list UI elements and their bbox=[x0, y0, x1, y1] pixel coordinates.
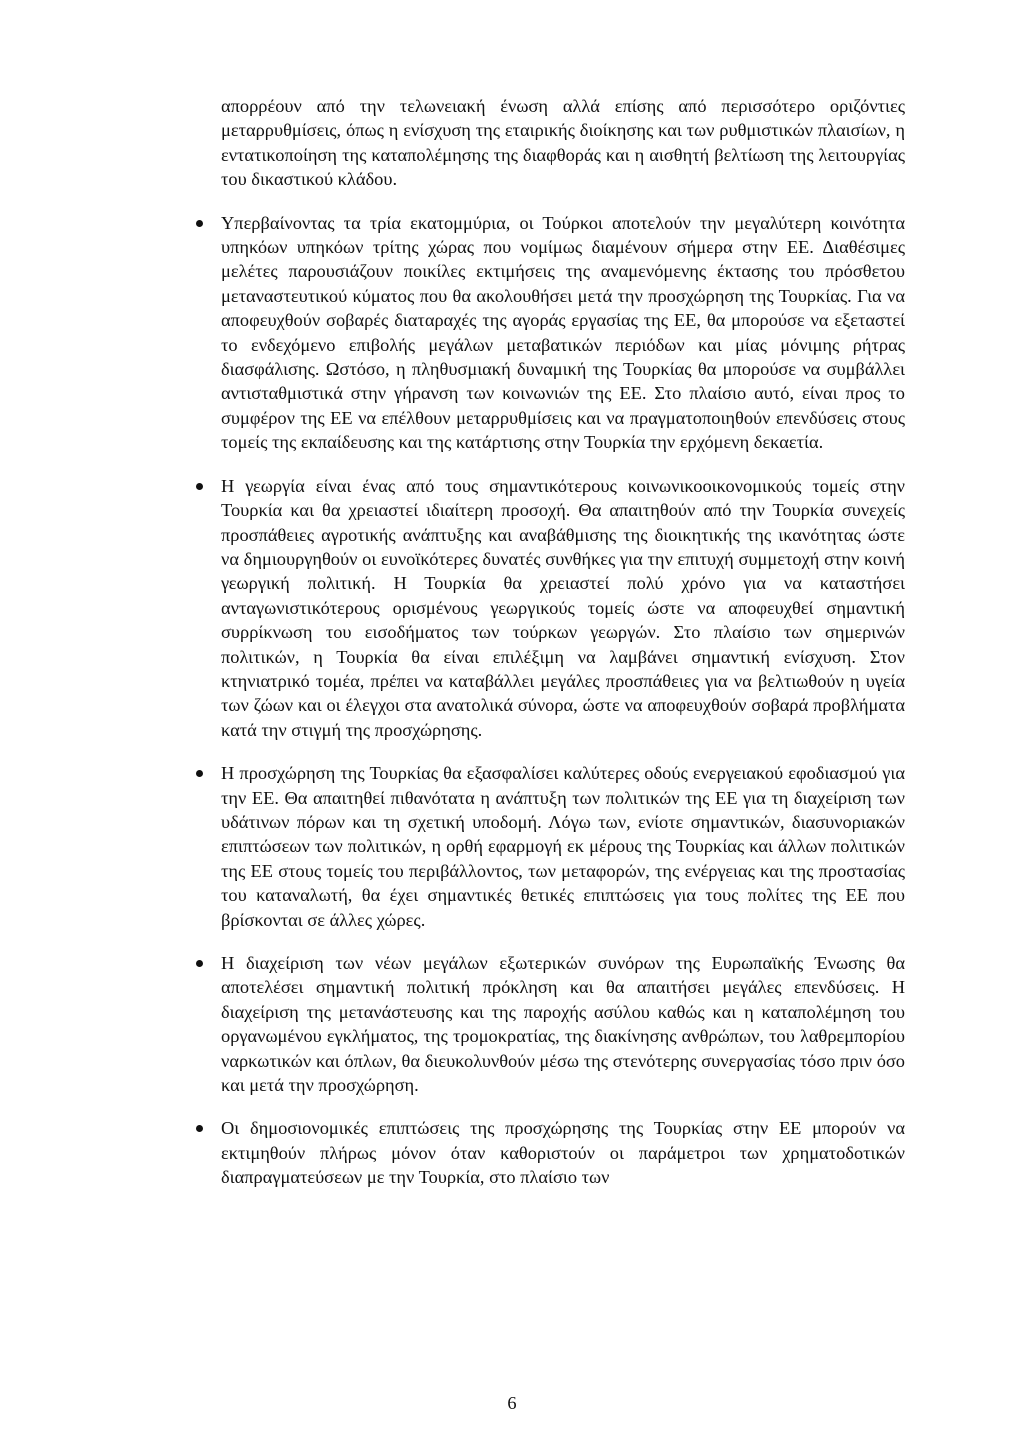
page-number: 6 bbox=[507, 1393, 517, 1413]
continuation-paragraph: απορρέουν από την τελωνειακή ένωση αλλά επίσης από περισσότερο οριζόντιες μεταρρυθμίσεις, όπως η ενίσχυση της εταιρικής διοίκησης και των ρυθμιστικών πλαισίων, η εντατικοποίηση της καταπολέμησης της διαφθοράς και η αισθητή βελτίωση της λειτουργίας του δικαστικού κλάδου. bbox=[221, 96, 905, 190]
bullet-text: Η διαχείριση των νέων μεγάλων εξωτερικών συνόρων της Ευρωπαϊκής Ένωσης θα αποτελέσει σημαντική πολιτική πρόκληση και θα απαιτήσει μεγάλες επενδύσεις. Η διαχείριση της μετανάστευσης και της παροχής ασύλου καθώς και η καταπολέμηση του οργανωμένου εγκλήματος, της τρομοκρατίας, της διακίνησης ανθρώπων, του λαθρεμπορίου ναρκωτικών και όπλων, θα διευκολυνθούν μέσω της στενότερης συνεργασίας τόσο πριν όσο και μετά την προσχώρηση. bbox=[221, 953, 905, 1096]
bullet-icon bbox=[196, 220, 203, 227]
list-item bbox=[221, 211, 905, 455]
bullet-list bbox=[221, 211, 905, 1190]
list-item bbox=[221, 474, 905, 742]
bullet-text: Οι δημοσιονομικές επιπτώσεις της προσχώρησης της Τουρκίας στην ΕΕ μπορούν να εκτιμηθούν πλήρως μόνον όταν καθοριστούν οι παράμετροι των χρηματοδοτικών διαπραγματεύσεων με την Τουρκία, στο πλαίσιο των bbox=[221, 1118, 905, 1188]
bullet-icon bbox=[196, 770, 203, 777]
bullet-icon bbox=[196, 960, 203, 967]
bullet-text: Η γεωργία είναι ένας από τους σημαντικότερους κοινωνικοοικονομικούς τομείς στην Τουρκία και θα χρειαστεί ιδιαίτερη προσοχή. Θα απαιτηθούν από την Τουρκία συνεχείς προσπάθειες αγροτικής ανάπτυξης και αναβάθμισης της διοικητικής της ικανότητας ώστε να δημιουργηθούν οι ευνοϊκότερες δυνατές συνθήκες για την επιτυχή συμμετοχή στην κοινή γεωργική πολιτική. Η Τουρκία θα χρειαστεί πολύ χρόνο για να καταστήσει ανταγωνιστικότερους ορισμένους γεωργικούς τομείς ώστε να αποφευχθεί σημαντική συρρίκνωση του εισοδήματος των τούρκων γεωργών. Στο πλαίσιο των σημερινών πολιτικών, η Τουρκία θα είναι επιλέξιμη να λαμβάνει σημαντική ενίσχυση. Στον κτηνιατρικό τομέα, πρέπει να καταβάλλει μεγάλες προσπάθειες για να βελτιωθούν η υγεία των ζώων και οι έλεγχοι στα ανατολικά σύνορα, ώστε να αποφευχθούν σοβαρά προβλήματα κατά την στιγμή της προσχώρησης. bbox=[221, 475, 905, 740]
bullet-icon bbox=[196, 483, 203, 490]
list-item bbox=[221, 761, 905, 932]
page-body bbox=[221, 94, 905, 1190]
bullet-text: Η προσχώρηση της Τουρκίας θα εξασφαλίσει καλύτερες οδούς ενεργειακού εφοδιασμού για την ΕΕ. Θα απαιτηθεί πιθανότατα η ανάπτυξη των πολιτικών της ΕΕ για τη διαχείριση των υδάτινων πόρων και τη σχετική υποδομή. Λόγω των, ενίοτε σημαντικών, διασυνοριακών επιπτώσεων των πολιτικών, η ορθή εφαρμογή εκ μέρους της Τουρκίας και άλλων πολιτικών της ΕΕ στους τομείς του περιβάλλοντος, των μεταφορών, της ενέργειας και της προστασίας του καταναλωτή, θα έχει σημαντικές θετικές επιπτώσεις για τους πολίτες της ΕΕ που βρίσκονται σε άλλες χώρες. bbox=[221, 763, 905, 930]
list-item bbox=[221, 951, 905, 1097]
bullet-icon bbox=[196, 1125, 203, 1132]
list-item bbox=[221, 1116, 905, 1189]
bullet-text: Υπερβαίνοντας τα τρία εκατομμύρια, οι Τούρκοι αποτελούν την μεγαλύτερη κοινότητα υπηκόων υπηκόων τρίτης χώρας που νομίμως διαμένουν σήμερα στην ΕΕ. Διαθέσιμες μελέτες παρουσιάζουν ποικίλες εκτιμήσεις της αναμενόμενης έκτασης του πρόσθετου μεταναστευτικού κύματος που θα ακολουθήσει μετά την προσχώρηση της Τουρκίας. Για να αποφευχθούν σοβαρές διαταραχές της αγοράς εργασίας της ΕΕ, θα μπορούσε να εξεταστεί το ενδεχόμενο επιβολής μεγάλων μεταβατικών περιόδων και μίας μόνιμης ρήτρας διασφάλισης. Ωστόσο, η πληθυσμιακή δυναμική της Τουρκίας θα μπορούσε να συμβάλλει αντισταθμιστικά στην γήρανση των κοινωνιών της ΕΕ. Στο πλαίσιο αυτό, είναι προς το συμφέρον της ΕΕ να επέλθουν μεταρρυθμίσεις και να πραγματοποιηθούν επενδύσεις στους τομείς της εκπαίδευσης και της κατάρτισης στην Τουρκία την ερχόμενη δεκαετία. bbox=[221, 212, 905, 453]
